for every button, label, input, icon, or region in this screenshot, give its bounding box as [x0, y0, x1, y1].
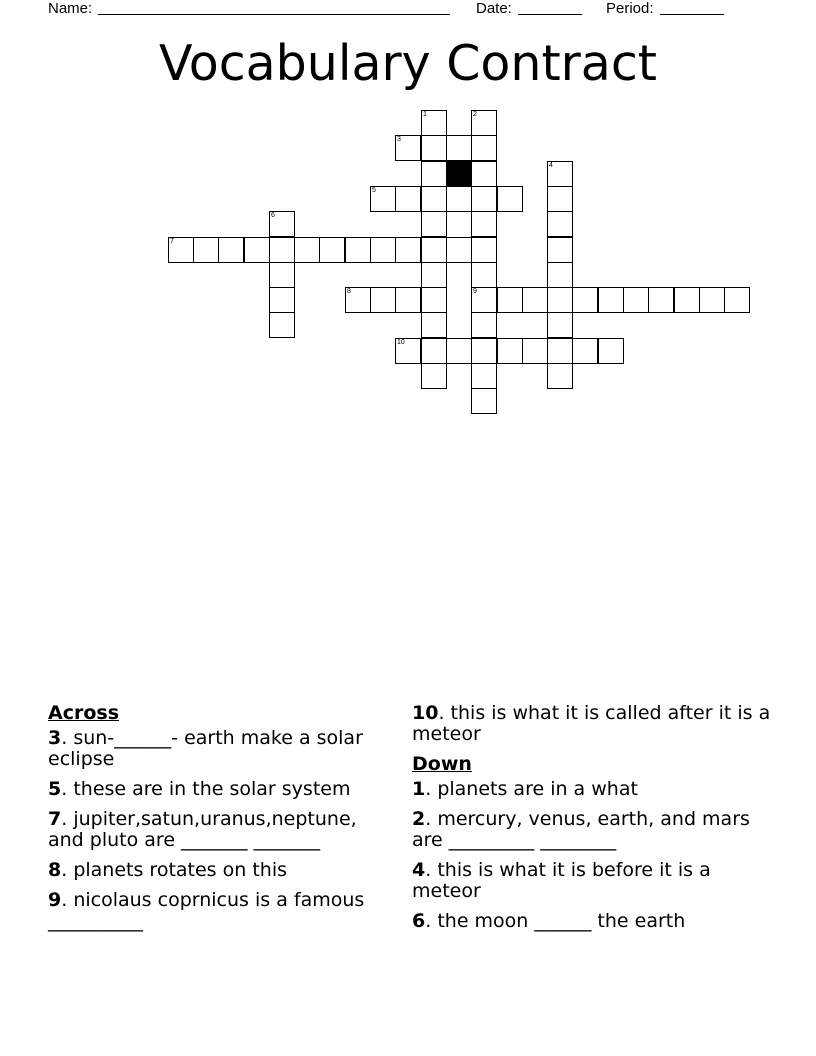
clue-number: 1	[412, 778, 426, 800]
crossword-cell[interactable]	[471, 110, 497, 136]
across-clue-7	[48, 809, 393, 851]
crossword-grid	[0, 0, 816, 440]
period-label: Period:	[606, 0, 654, 17]
clues-right-column	[412, 703, 772, 941]
crossword-cell[interactable]	[674, 287, 700, 313]
clue-dot: .	[425, 808, 438, 830]
clue-number: 9	[48, 889, 62, 911]
cell-number: 1	[423, 111, 427, 118]
crossword-cell[interactable]	[395, 287, 421, 313]
crossword-cell[interactable]	[547, 211, 573, 237]
clue-text: mercury, venus, earth, and mars are _________ ________	[412, 808, 750, 851]
crossword-cell[interactable]	[471, 186, 497, 212]
cell-number: 8	[347, 288, 351, 295]
clue-dot: .	[425, 910, 438, 932]
clue-text: nicolaus coprnicus is a famous __________	[48, 889, 365, 932]
crossword-cell[interactable]	[471, 287, 497, 313]
across-clue-9	[48, 890, 393, 932]
clue-dot: .	[61, 889, 74, 911]
crossword-cell[interactable]	[648, 287, 674, 313]
crossword-cell[interactable]	[471, 388, 497, 414]
clue-dot: .	[61, 778, 74, 800]
crossword-cell[interactable]	[395, 135, 421, 161]
name-label: Name:	[48, 0, 93, 17]
crossword-cell[interactable]	[395, 237, 421, 263]
crossword-cell[interactable]	[497, 287, 523, 313]
crossword-cell[interactable]	[193, 237, 219, 263]
down-clue-list	[412, 779, 772, 932]
clue-dot: .	[61, 859, 74, 881]
crossword-cell[interactable]	[547, 363, 573, 389]
cell-number: 4	[549, 162, 553, 169]
crossword-cell[interactable]	[395, 186, 421, 212]
cell-number: 3	[397, 136, 401, 143]
clue-number: 10	[412, 702, 439, 724]
crossword-cell[interactable]	[471, 262, 497, 288]
clue-number: 2	[412, 808, 426, 830]
clue-number: 5	[48, 778, 62, 800]
crossword-cell[interactable]	[446, 135, 472, 161]
clue-text: sun-______- earth make a solar eclipse	[48, 727, 363, 770]
crossword-cell[interactable]	[421, 287, 447, 313]
crossword-black-cell	[446, 161, 472, 187]
crossword-cell[interactable]	[421, 262, 447, 288]
clue-dot: .	[61, 808, 74, 830]
crossword-cell[interactable]	[724, 287, 750, 313]
crossword-cell[interactable]	[547, 312, 573, 338]
crossword-cell[interactable]	[471, 312, 497, 338]
crossword-cell[interactable]	[522, 338, 548, 364]
crossword-cell[interactable]	[497, 186, 523, 212]
crossword-cell[interactable]	[421, 211, 447, 237]
clue-text: this is what it is before it is a meteor	[412, 859, 711, 902]
clue-dot: .	[425, 859, 438, 881]
across-clue-5	[48, 779, 393, 800]
crossword-cell[interactable]	[294, 237, 320, 263]
cell-number: 9	[473, 288, 477, 295]
crossword-cell[interactable]	[471, 338, 497, 364]
clue-number: 7	[48, 808, 62, 830]
across-heading: Across	[48, 702, 120, 724]
crossword-cell[interactable]	[547, 186, 573, 212]
crossword-cell[interactable]	[370, 287, 396, 313]
crossword-cell[interactable]	[421, 186, 447, 212]
crossword-cell[interactable]	[269, 211, 295, 237]
crossword-cell[interactable]	[522, 287, 548, 313]
crossword-cell[interactable]	[547, 237, 573, 263]
crossword-cell[interactable]	[269, 287, 295, 313]
clue-text: jupiter,satun,uranus,neptune, and pluto are _______ _______	[48, 808, 357, 851]
clue-text: the moon ______ the earth	[437, 910, 686, 932]
crossword-cell[interactable]	[699, 287, 725, 313]
crossword-cell[interactable]	[446, 186, 472, 212]
crossword-cell[interactable]	[497, 338, 523, 364]
crossword-cell[interactable]	[421, 110, 447, 136]
down-clue-6	[412, 911, 772, 932]
crossword-cell[interactable]	[572, 338, 598, 364]
crossword-cell[interactable]	[547, 262, 573, 288]
crossword-cell[interactable]	[572, 287, 598, 313]
crossword-cell[interactable]	[446, 338, 472, 364]
crossword-cell[interactable]	[547, 161, 573, 187]
clue-dot: .	[425, 778, 438, 800]
cell-number: 6	[271, 212, 275, 219]
crossword-cell[interactable]	[547, 287, 573, 313]
clue-text: these are in the solar system	[73, 778, 351, 800]
crossword-cell[interactable]	[421, 363, 447, 389]
across-clue-list	[48, 728, 393, 932]
crossword-cell[interactable]	[370, 186, 396, 212]
cell-number: 2	[473, 111, 477, 118]
clue-number: 4	[412, 859, 426, 881]
crossword-cell[interactable]	[421, 161, 447, 187]
cell-number: 5	[372, 187, 376, 194]
clue-text: planets rotates on this	[73, 859, 287, 881]
crossword-cell[interactable]	[471, 363, 497, 389]
crossword-cell[interactable]	[345, 237, 371, 263]
crossword-cell[interactable]	[446, 237, 472, 263]
down-clue-1	[412, 779, 772, 800]
clues-left-column	[48, 703, 393, 941]
crossword-cell[interactable]	[345, 287, 371, 313]
crossword-cell[interactable]	[218, 237, 244, 263]
down-clue-4	[412, 860, 772, 902]
crossword-cell[interactable]	[421, 312, 447, 338]
clue-number: 3	[48, 727, 62, 749]
crossword-cell[interactable]	[168, 237, 194, 263]
cell-number: 10	[397, 339, 405, 346]
crossword-cell[interactable]	[319, 237, 345, 263]
crossword-cell[interactable]	[244, 237, 270, 263]
clue-dot: .	[438, 702, 451, 724]
clue-text: planets are in a what	[437, 778, 638, 800]
crossword-cell[interactable]	[598, 338, 624, 364]
crossword-cell[interactable]	[471, 161, 497, 187]
crossword-cell[interactable]	[269, 262, 295, 288]
clue-number: 6	[412, 910, 426, 932]
crossword-cell[interactable]	[421, 135, 447, 161]
down-heading: Down	[412, 753, 472, 775]
crossword-cell[interactable]	[471, 211, 497, 237]
crossword-cell[interactable]	[623, 287, 649, 313]
crossword-cell[interactable]	[598, 287, 624, 313]
across-clue-8	[48, 860, 393, 881]
down-clue-2	[412, 809, 772, 851]
date-label: Date:	[476, 0, 512, 17]
clue-number: 8	[48, 859, 62, 881]
crossword-cell[interactable]	[395, 338, 421, 364]
clue-dot: .	[61, 727, 74, 749]
crossword-cell[interactable]	[269, 237, 295, 263]
cell-number: 7	[170, 238, 174, 245]
across-clue-10	[412, 703, 772, 745]
crossword-cell[interactable]	[421, 338, 447, 364]
crossword-cell[interactable]	[471, 135, 497, 161]
crossword-cell[interactable]	[269, 312, 295, 338]
crossword-cell[interactable]	[547, 338, 573, 364]
page-title: Vocabulary Contract	[159, 35, 657, 92]
crossword-cell[interactable]	[471, 237, 497, 263]
crossword-cell[interactable]	[421, 237, 447, 263]
across-clue-3	[48, 728, 393, 770]
crossword-cell[interactable]	[370, 237, 396, 263]
clue-text: this is what it is called after it is a meteor	[412, 702, 771, 745]
